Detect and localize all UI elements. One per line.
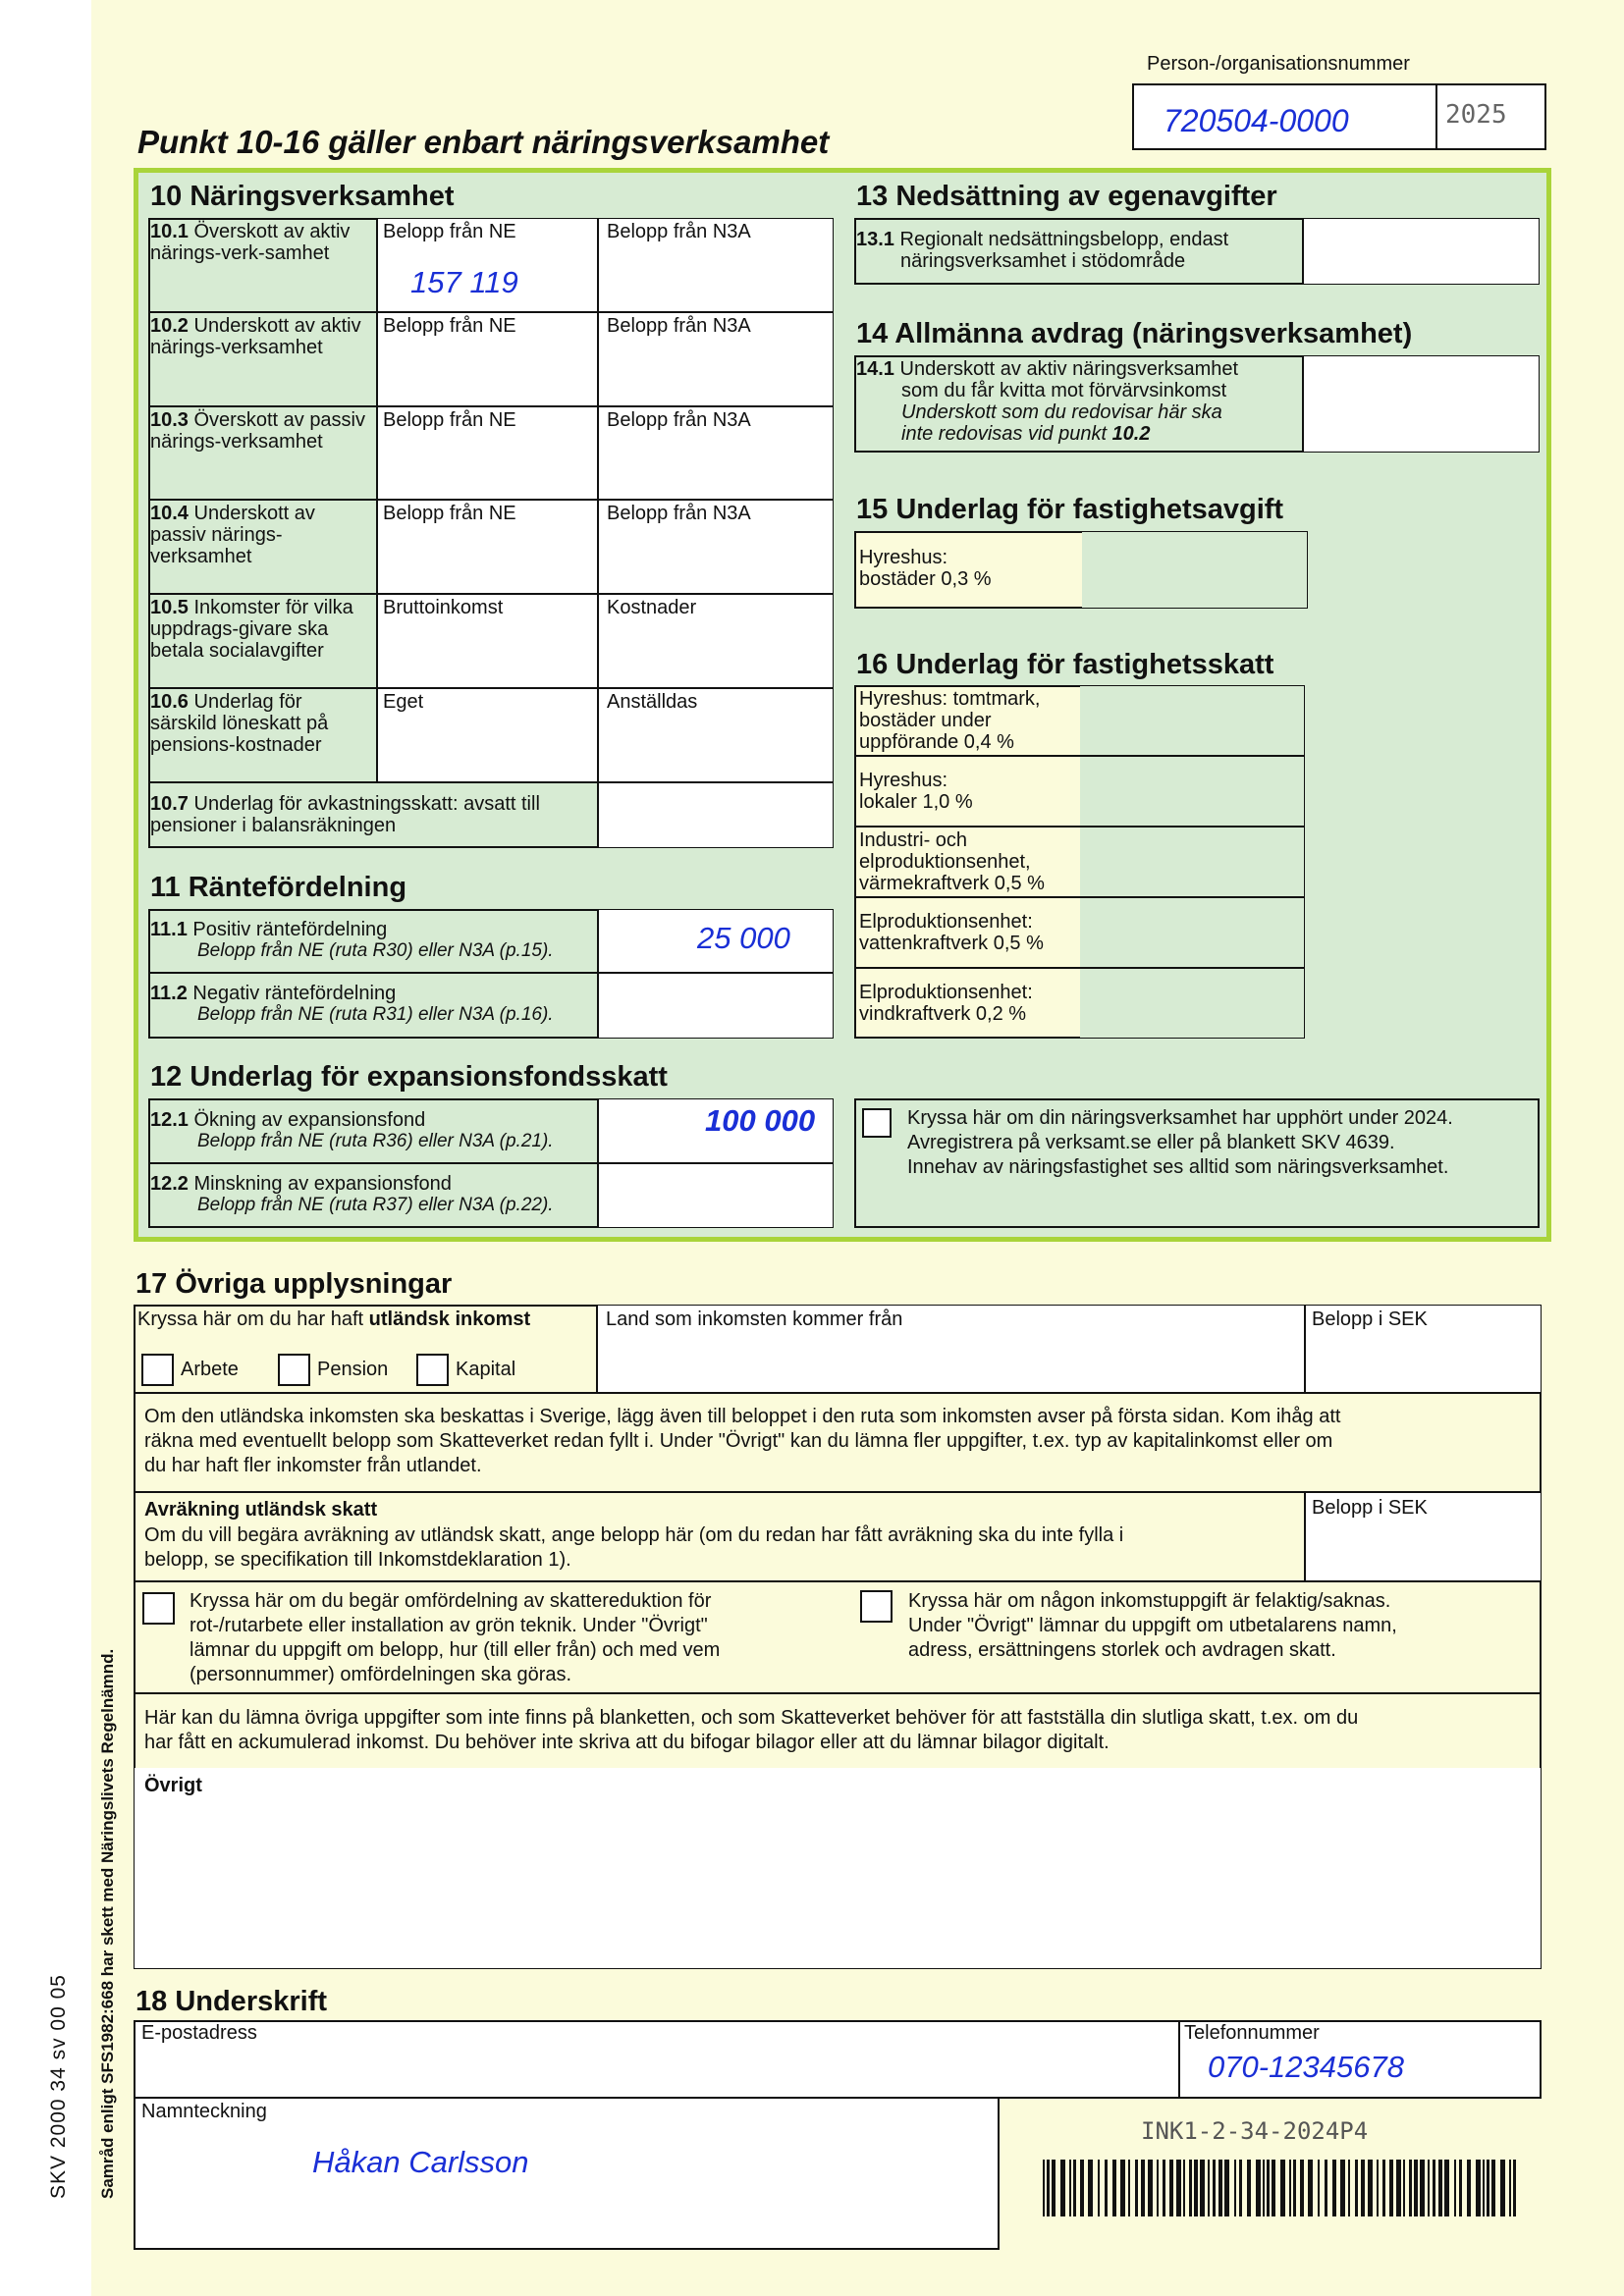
phone-label: Telefonnummer (1184, 2022, 1320, 2044)
section-10-title: 10 Näringsverksamhet (150, 181, 455, 212)
field-16-4[interactable] (1082, 898, 1304, 966)
field-10-2-n3a[interactable] (599, 313, 833, 404)
checkbox-kapital[interactable] (416, 1354, 449, 1386)
foreign-income-label: Kryssa här om du har haft utländsk inkomst (137, 1308, 531, 1330)
row-12-2-sub: Belopp från NE (ruta R37) eller N3A (p.22). (197, 1195, 554, 1215)
row-10-4-ne-label: Belopp från NE (383, 503, 516, 524)
signature-label: Namnteckning (141, 2101, 267, 2122)
row-12-1-sub: Belopp från NE (ruta R36) eller N3A (p.21). (197, 1131, 554, 1151)
row-14-1-label-2: som du får kvitta mot förvärvsinkomst (901, 380, 1227, 401)
row-11-2-label: 11.2 Negativ räntefördelning (150, 983, 397, 1004)
row-10-6-label: 10.6 Underlag för särskild löneskatt på pensions-kostnader (150, 691, 329, 756)
row-10-3-label: 10.3 Överskott av passiv närings-verksamhet (150, 409, 366, 453)
row-16-4-label: Elproduktionsenhet: vattenkraftverk 0,5 % (859, 911, 1044, 954)
row-12-1-label: 12.1 Ökning av expansionsfond (150, 1109, 426, 1131)
field-12-1[interactable] (599, 1100, 833, 1161)
row-10-3-ne-label: Belopp från NE (383, 409, 516, 431)
foreign-country-label: Land som inkomsten kommer från (606, 1308, 903, 1330)
field-10-1-ne[interactable] (378, 220, 596, 310)
ovrigt-label: Övrigt (144, 1775, 202, 1796)
row-13-1-label: 13.1 Regionalt nedsättningsbelopp, endast (856, 229, 1229, 250)
field-10-5-gross[interactable] (378, 595, 596, 686)
row-11-1-value: 25 000 (697, 921, 790, 955)
row-10-6-employees-label: Anställdas (607, 691, 698, 713)
row-16-3-label: Industri- och elproduktionsenhet, värmekraftverk 0,5 % (859, 829, 1045, 894)
tax-credit-text: Om du vill begära avräkning av utländsk skatt, ange belopp här (om du redan har fått avräkning ska du inte fylla i belopp, se specifikation till Inkomstdeklaration 1). (144, 1524, 1124, 1571)
samrad-text: Samråd enligt SFS1982:668 har skett med Näringslivets Regelnämnd. (98, 1648, 117, 2199)
field-16-5[interactable] (1082, 969, 1304, 1037)
field-10-4-n3a[interactable] (599, 501, 833, 592)
row-10-2-n3a-label: Belopp från N3A (607, 315, 751, 337)
field-10-7[interactable] (599, 783, 833, 846)
row-10-1-ne-value: 157 119 (410, 265, 518, 299)
row-10-4-label: 10.4 Underskott av passiv närings-verksamhet (150, 503, 315, 567)
row-11-1-sub: Belopp från NE (ruta R30) eller N3A (p.15). (197, 940, 554, 961)
page-title: Punkt 10-16 gäller enbart näringsverksamhet (137, 124, 830, 160)
year-label: 2025 (1445, 100, 1507, 130)
field-11-1[interactable] (599, 911, 833, 971)
row-14-1-note-1: Underskott som du redovisar här ska (901, 401, 1222, 423)
section-11-title: 11 Räntefördelning (150, 872, 407, 903)
checkbox-pension[interactable] (278, 1354, 310, 1386)
row-11-1-label: 11.1 Positiv räntefördelning (150, 919, 388, 940)
ovrigt-field[interactable] (135, 1768, 1541, 1968)
row-16-5-label: Elproduktionsenhet: vindkraftverk 0,2 % (859, 982, 1033, 1025)
row-10-5-gross-label: Bruttoinkomst (383, 597, 504, 618)
tax-credit-amount-label: Belopp i SEK (1312, 1497, 1428, 1519)
checkbox-arbete-label: Arbete (181, 1359, 239, 1380)
section-12-title: 12 Underlag för expansionsfondsskatt (150, 1061, 668, 1093)
row-15-label-1: Hyreshus: (859, 547, 948, 568)
field-16-3[interactable] (1082, 828, 1304, 895)
row-11-2-sub: Belopp från NE (ruta R31) eller N3A (p.16). (197, 1004, 554, 1025)
row-10-7-label: 10.7 Underlag för avkastningsskatt: avsatt till pensioner i balansräkningen (150, 793, 540, 836)
checkbox-kapital-label: Kapital (456, 1359, 516, 1380)
business-ceased-checkbox[interactable] (862, 1108, 892, 1138)
row-10-1-ne-label: Belopp från NE (383, 221, 516, 242)
row-10-1-n3a-label: Belopp från N3A (607, 221, 751, 242)
checkbox-pension-label: Pension (317, 1359, 389, 1380)
business-ceased-text: Kryssa här om din näringsverksamhet har upphört under 2024. Avregistrera på verksamt.se eller på blankett SKV 4639. Innehav av näringsfastighet ses alltid som näringsverksamhet. (907, 1107, 1453, 1178)
row-16-1-label: Hyreshus: tomtmark, bostäder under uppförande 0,4 % (859, 688, 1041, 753)
row-14-1-note-2: inte redovisas vid punkt 10.2 (901, 423, 1151, 445)
section-14-title: 14 Allmänna avdrag (näringsverksamhet) (856, 318, 1413, 349)
field-10-6-employees[interactable] (599, 689, 833, 780)
field-10-4-ne[interactable] (378, 501, 596, 592)
income-incorrect-checkbox[interactable] (860, 1590, 893, 1623)
section-15-title: 15 Underlag för fastighetsavgift (856, 494, 1284, 525)
field-10-1-n3a[interactable] (599, 220, 833, 310)
person-org-value: 720504-0000 (1164, 103, 1349, 138)
person-org-label: Person-/organisationsnummer (1147, 53, 1410, 75)
row-15-label-2: bostäder 0,3 % (859, 568, 992, 590)
field-10-3-ne[interactable] (378, 407, 596, 498)
field-10-5-costs[interactable] (599, 595, 833, 686)
field-16-2[interactable] (1082, 757, 1304, 825)
form-code: INK1-2-34-2024P4 (1141, 2117, 1369, 2145)
field-12-2[interactable] (599, 1164, 833, 1227)
row-12-2-label: 12.2 Minskning av expansionsfond (150, 1173, 452, 1195)
row-14-1-label: 14.1 Underskott av aktiv näringsverksamhet (856, 358, 1239, 380)
row-10-4-n3a-label: Belopp från N3A (607, 503, 751, 524)
row-12-1-value: 100 000 (705, 1103, 816, 1138)
checkbox-arbete[interactable] (141, 1354, 174, 1386)
row-10-2-ne-label: Belopp från NE (383, 315, 516, 337)
field-14-1[interactable] (1304, 356, 1539, 452)
field-15-1[interactable] (1082, 532, 1307, 608)
other-info-text: Här kan du lämna övriga uppgifter som inte finns på blanketten, och som Skatteverket behöver för att fastställa din slutliga skatt, t.ex. om du har fått en ackumulerad inkomst. Du behöver inte skriva att du bifogar bilagor eller att du lämnar bilagor digitalt. (144, 1707, 1359, 1753)
section-18-title: 18 Underskrift (135, 1986, 328, 2017)
rot-redistribution-text: Kryssa här om du begär omfördelning av skattereduktion för rot-/rutarbete eller installation av grön teknik. Under "Övrigt" lämnar du uppgift om belopp, hur (till eller från) och med vem (personnummer) omfördelningen ska göras. (189, 1590, 721, 1685)
field-10-6-own[interactable] (378, 689, 596, 780)
email-label: E-postadress (141, 2022, 257, 2044)
rot-redistribution-checkbox[interactable] (142, 1592, 175, 1625)
form-code-vertical: SKV 2000 34 sv 00 05 (47, 1974, 70, 2199)
field-10-3-n3a[interactable] (599, 407, 833, 498)
foreign-amount-label: Belopp i SEK (1312, 1308, 1428, 1330)
section-17-title: 17 Övriga upplysningar (135, 1268, 453, 1300)
row-10-3-n3a-label: Belopp från N3A (607, 409, 751, 431)
section-13-title: 13 Nedsättning av egenavgifter (856, 181, 1277, 212)
field-11-2[interactable] (599, 974, 833, 1037)
row-10-2-label: 10.2 Underskott av aktiv närings-verksamhet (150, 315, 361, 358)
phone-value: 070-12345678 (1208, 2050, 1404, 2084)
row-13-1-label-2: näringsverksamhet i stödområde (900, 250, 1186, 272)
signature-value: Håkan Carlsson (312, 2145, 529, 2179)
row-10-6-own-label: Eget (383, 691, 424, 713)
email-field[interactable] (135, 2022, 1177, 2097)
foreign-info-text: Om den utländska inkomsten ska beskattas i Sverige, lägg även till beloppet i den ruta som inkomsten avser på första sidan. Kom ihåg att räkna med eventuellt belopp som Skatteverket redan fyllt i. Under "Övrigt" kan du lämna fler uppgifter, t.ex. typ av kapitalinkomst eller om du har haft fler inkomster från utlandet. (144, 1406, 1341, 1476)
field-13-1[interactable] (1304, 219, 1539, 284)
field-16-1[interactable] (1082, 687, 1304, 754)
field-10-2-ne[interactable] (378, 313, 596, 404)
income-incorrect-text: Kryssa här om någon inkomstuppgift är felaktig/saknas. Under "Övrigt" lämnar du uppgift om utbetalarens namn, adress, ersättningens storlek och avdragen skatt. (908, 1590, 1397, 1661)
row-10-1-label: 10.1 Överskott av aktiv närings-verk-samhet (150, 221, 351, 264)
row-16-2-label: Hyreshus: lokaler 1,0 % (859, 770, 973, 813)
row-10-5-costs-label: Kostnader (607, 597, 697, 618)
barcode (1043, 2160, 1520, 2216)
tax-credit-title: Avräkning utländsk skatt (144, 1499, 378, 1521)
section-16-title: 16 Underlag för fastighetsskatt (856, 649, 1274, 680)
row-10-5-label: 10.5 Inkomster för vilka uppdrags-givare ska betala socialavgifter (150, 597, 353, 662)
